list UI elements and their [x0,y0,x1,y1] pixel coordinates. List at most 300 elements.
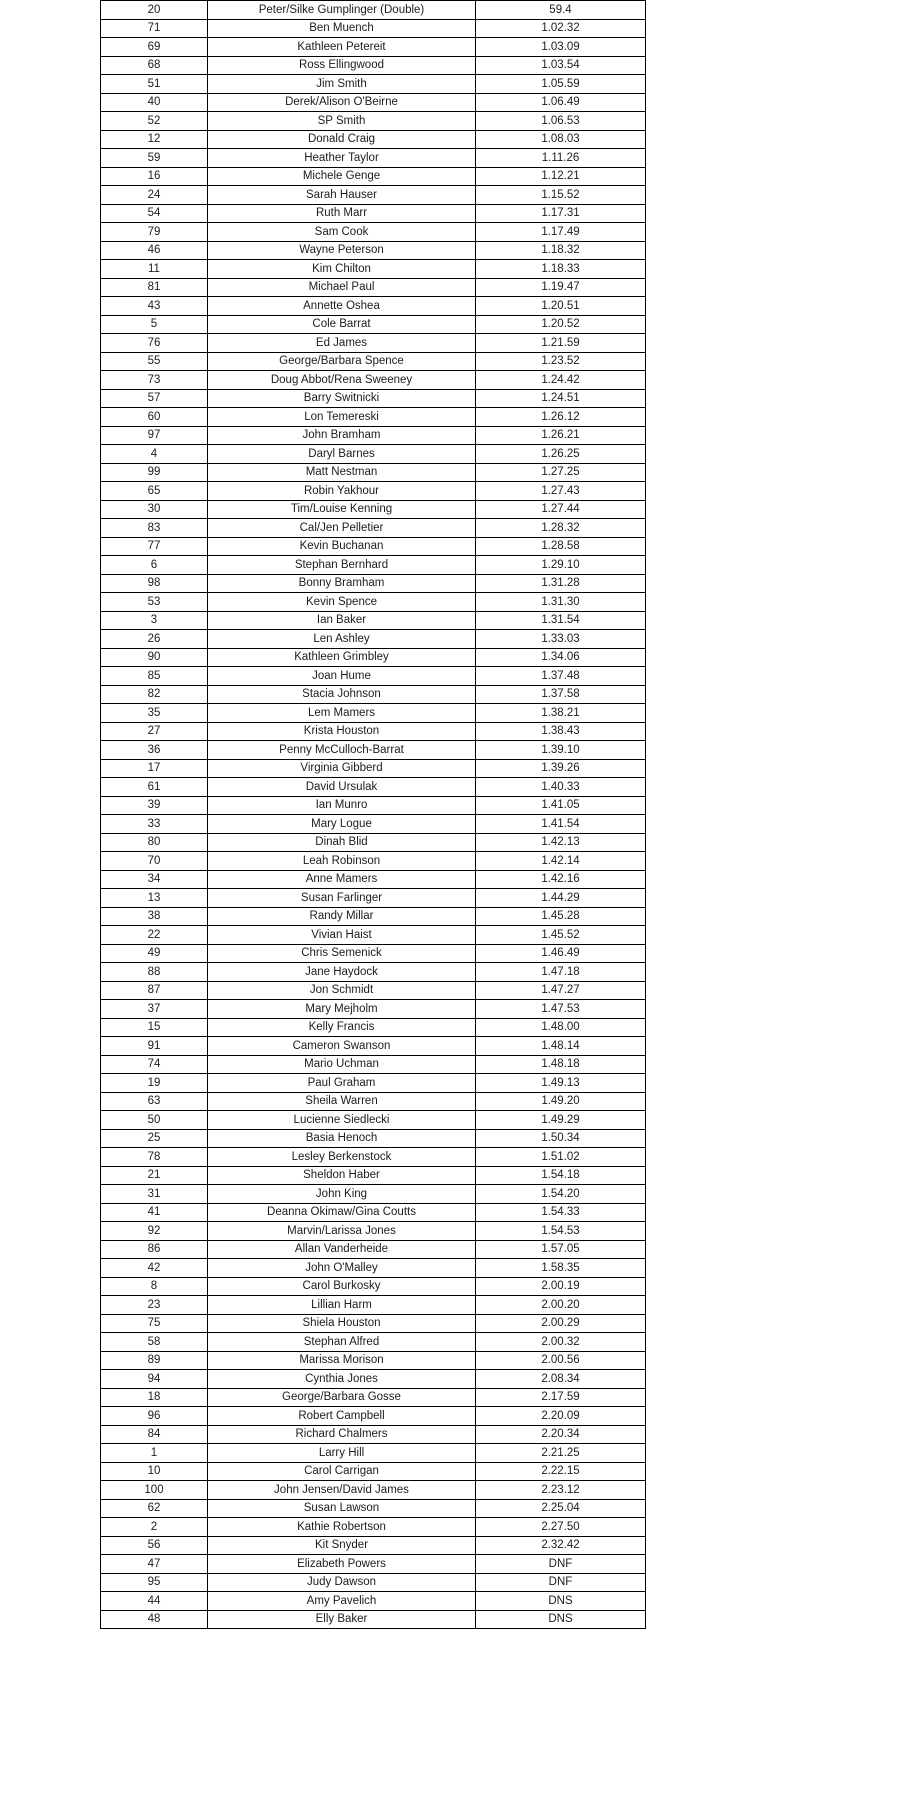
cell-time: 1.24.42 [476,371,646,390]
cell-bib: 94 [101,1370,208,1389]
cell-name: Penny McCulloch-Barrat [208,741,476,760]
table-row [101,1314,646,1333]
cell-bib: 60 [101,408,208,427]
results-table-body [101,1,646,1629]
table-row [101,1055,646,1074]
cell-bib: 24 [101,186,208,205]
cell-bib: 11 [101,260,208,279]
cell-time: 1.06.53 [476,112,646,131]
table-row [101,685,646,704]
table-row [101,1074,646,1093]
cell-bib: 51 [101,75,208,94]
cell-time: 1.26.25 [476,445,646,464]
table-row [101,1277,646,1296]
cell-name: Stacia Johnson [208,685,476,704]
cell-name: Krista Houston [208,722,476,741]
cell-time: 1.54.18 [476,1166,646,1185]
table-row [101,593,646,612]
cell-bib: 89 [101,1351,208,1370]
cell-name: Carol Carrigan [208,1462,476,1481]
cell-name: John King [208,1185,476,1204]
cell-time: 1.42.13 [476,833,646,852]
table-row [101,1573,646,1592]
table-row [101,371,646,390]
cell-time: 59.4 [476,1,646,20]
cell-bib: 82 [101,685,208,704]
cell-bib: 85 [101,667,208,686]
cell-name: Cynthia Jones [208,1370,476,1389]
cell-bib: 33 [101,815,208,834]
cell-name: Carol Burkosky [208,1277,476,1296]
cell-name: Michael Paul [208,278,476,297]
cell-time: 1.27.25 [476,463,646,482]
cell-time: 1.41.54 [476,815,646,834]
cell-bib: 63 [101,1092,208,1111]
table-row [101,1129,646,1148]
cell-time: 1.33.03 [476,630,646,649]
cell-name: Paul Graham [208,1074,476,1093]
cell-name: John Bramham [208,426,476,445]
table-row [101,167,646,186]
cell-name: Cal/Jen Pelletier [208,519,476,538]
cell-time: 1.27.43 [476,482,646,501]
table-row [101,186,646,205]
cell-bib: 62 [101,1499,208,1518]
cell-name: Mario Uchman [208,1055,476,1074]
table-row [101,1296,646,1315]
cell-name: Susan Farlinger [208,889,476,908]
table-row [101,519,646,538]
cell-name: Lon Temereski [208,408,476,427]
cell-time: 1.48.18 [476,1055,646,1074]
cell-time: 1.45.28 [476,907,646,926]
cell-time: 1.23.52 [476,352,646,371]
cell-time: 1.37.48 [476,667,646,686]
cell-bib: 34 [101,870,208,889]
cell-name: Stephan Alfred [208,1333,476,1352]
cell-time: DNF [476,1555,646,1574]
cell-name: Sheldon Haber [208,1166,476,1185]
cell-bib: 61 [101,778,208,797]
cell-time: 1.02.32 [476,19,646,38]
table-row [101,722,646,741]
cell-bib: 83 [101,519,208,538]
cell-time: 2.08.34 [476,1370,646,1389]
cell-name: Virginia Gibberd [208,759,476,778]
cell-time: 1.58.35 [476,1259,646,1278]
table-row [101,1481,646,1500]
cell-time: 2.27.50 [476,1518,646,1537]
table-row [101,963,646,982]
table-row [101,500,646,519]
table-row [101,1555,646,1574]
cell-bib: 18 [101,1388,208,1407]
cell-bib: 52 [101,112,208,131]
table-row [101,463,646,482]
cell-time: 1.54.53 [476,1222,646,1241]
cell-time: 2.23.12 [476,1481,646,1500]
cell-time: 2.00.20 [476,1296,646,1315]
cell-bib: 1 [101,1444,208,1463]
cell-time: 1.26.12 [476,408,646,427]
cell-bib: 73 [101,371,208,390]
cell-bib: 41 [101,1203,208,1222]
cell-bib: 10 [101,1462,208,1481]
cell-name: Jane Haydock [208,963,476,982]
cell-bib: 79 [101,223,208,242]
cell-time: 1.41.05 [476,796,646,815]
cell-bib: 57 [101,389,208,408]
table-row [101,741,646,760]
cell-bib: 3 [101,611,208,630]
cell-time: 1.49.20 [476,1092,646,1111]
cell-name: Tim/Louise Kenning [208,500,476,519]
cell-bib: 22 [101,926,208,945]
cell-bib: 8 [101,1277,208,1296]
cell-time: 1.46.49 [476,944,646,963]
cell-bib: 39 [101,796,208,815]
cell-time: 1.38.21 [476,704,646,723]
cell-bib: 47 [101,1555,208,1574]
cell-bib: 4 [101,445,208,464]
cell-time: 1.05.59 [476,75,646,94]
cell-time: DNS [476,1592,646,1611]
cell-time: 1.51.02 [476,1148,646,1167]
cell-time: 1.39.26 [476,759,646,778]
cell-time: 1.48.00 [476,1018,646,1037]
cell-time: 2.00.32 [476,1333,646,1352]
table-row [101,926,646,945]
cell-time: DNF [476,1573,646,1592]
cell-time: 1.17.49 [476,223,646,242]
cell-time: 1.44.29 [476,889,646,908]
cell-time: 1.47.27 [476,981,646,1000]
table-row [101,796,646,815]
cell-time: 1.03.09 [476,38,646,57]
cell-time: 1.31.30 [476,593,646,612]
cell-name: Donald Craig [208,130,476,149]
table-row [101,1370,646,1389]
table-row [101,408,646,427]
cell-name: Bonny Bramham [208,574,476,593]
cell-bib: 68 [101,56,208,75]
cell-bib: 36 [101,741,208,760]
table-row [101,1240,646,1259]
table-row [101,1333,646,1352]
table-row [101,204,646,223]
table-row [101,482,646,501]
table-row [101,1000,646,1019]
cell-name: Vivian Haist [208,926,476,945]
cell-bib: 42 [101,1259,208,1278]
cell-name: Mary Mejholm [208,1000,476,1019]
cell-time: 1.21.59 [476,334,646,353]
cell-name: Leah Robinson [208,852,476,871]
cell-time: 2.32.42 [476,1536,646,1555]
cell-name: Lesley Berkenstock [208,1148,476,1167]
cell-time: 1.47.18 [476,963,646,982]
table-row [101,1166,646,1185]
cell-name: Michele Genge [208,167,476,186]
cell-name: Allan Vanderheide [208,1240,476,1259]
cell-time: 1.42.16 [476,870,646,889]
table-row [101,352,646,371]
cell-time: 1.54.33 [476,1203,646,1222]
cell-name: Matt Nestman [208,463,476,482]
cell-name: Marissa Morison [208,1351,476,1370]
cell-bib: 21 [101,1166,208,1185]
cell-time: 1.49.13 [476,1074,646,1093]
table-row [101,1259,646,1278]
table-row [101,1444,646,1463]
cell-bib: 40 [101,93,208,112]
table-row [101,815,646,834]
cell-bib: 96 [101,1407,208,1426]
cell-bib: 13 [101,889,208,908]
cell-time: 1.39.10 [476,741,646,760]
table-row [101,1037,646,1056]
cell-name: Cameron Swanson [208,1037,476,1056]
cell-bib: 71 [101,19,208,38]
cell-name: Ruth Marr [208,204,476,223]
cell-bib: 54 [101,204,208,223]
cell-name: Stephan Bernhard [208,556,476,575]
cell-time: 1.06.49 [476,93,646,112]
cell-name: Kathleen Grimbley [208,648,476,667]
cell-bib: 58 [101,1333,208,1352]
cell-bib: 6 [101,556,208,575]
cell-name: Kim Chilton [208,260,476,279]
table-row [101,426,646,445]
cell-bib: 17 [101,759,208,778]
table-row [101,1407,646,1426]
cell-name: Kelly Francis [208,1018,476,1037]
cell-bib: 2 [101,1518,208,1537]
cell-name: Mary Logue [208,815,476,834]
table-row [101,870,646,889]
cell-time: 2.20.09 [476,1407,646,1426]
cell-bib: 86 [101,1240,208,1259]
cell-time: 1.17.31 [476,204,646,223]
cell-time: 1.18.33 [476,260,646,279]
cell-time: 1.34.06 [476,648,646,667]
cell-name: Anne Mamers [208,870,476,889]
cell-time: 1.08.03 [476,130,646,149]
cell-name: Cole Barrat [208,315,476,334]
table-row [101,278,646,297]
table-row [101,667,646,686]
results-sheet [100,0,645,1629]
table-row [101,852,646,871]
cell-name: Amy Pavelich [208,1592,476,1611]
cell-bib: 88 [101,963,208,982]
cell-bib: 69 [101,38,208,57]
cell-name: Sheila Warren [208,1092,476,1111]
table-row [101,1592,646,1611]
table-row [101,19,646,38]
cell-bib: 65 [101,482,208,501]
cell-name: Ian Baker [208,611,476,630]
cell-time: 1.42.14 [476,852,646,871]
cell-bib: 19 [101,1074,208,1093]
cell-bib: 78 [101,1148,208,1167]
cell-bib: 46 [101,241,208,260]
cell-bib: 90 [101,648,208,667]
table-row [101,38,646,57]
table-row [101,223,646,242]
cell-name: Barry Switnicki [208,389,476,408]
table-row [101,334,646,353]
cell-name: George/Barbara Spence [208,352,476,371]
cell-bib: 99 [101,463,208,482]
cell-time: 1.49.29 [476,1111,646,1130]
cell-name: Kevin Buchanan [208,537,476,556]
cell-time: 1.45.52 [476,926,646,945]
cell-bib: 20 [101,1,208,20]
cell-name: Susan Lawson [208,1499,476,1518]
cell-time: 1.31.54 [476,611,646,630]
cell-bib: 75 [101,1314,208,1333]
cell-name: David Ursulak [208,778,476,797]
cell-time: 1.19.47 [476,278,646,297]
cell-name: Daryl Barnes [208,445,476,464]
table-row [101,75,646,94]
table-row [101,1185,646,1204]
cell-time: 2.00.29 [476,1314,646,1333]
cell-time: 1.38.43 [476,722,646,741]
cell-name: Elly Baker [208,1610,476,1629]
cell-bib: 97 [101,426,208,445]
cell-name: Jon Schmidt [208,981,476,1000]
cell-time: 1.29.10 [476,556,646,575]
cell-name: Elizabeth Powers [208,1555,476,1574]
table-row [101,1499,646,1518]
cell-name: Robert Campbell [208,1407,476,1426]
cell-name: Lucienne Siedlecki [208,1111,476,1130]
cell-bib: 81 [101,278,208,297]
table-row [101,1111,646,1130]
cell-name: Ed James [208,334,476,353]
cell-name: Heather Taylor [208,149,476,168]
cell-time: 1.20.52 [476,315,646,334]
cell-time: 1.48.14 [476,1037,646,1056]
cell-name: Jim Smith [208,75,476,94]
cell-name: Randy Millar [208,907,476,926]
cell-name: Peter/Silke Gumplinger (Double) [208,1,476,20]
cell-time: DNS [476,1610,646,1629]
cell-time: 1.28.58 [476,537,646,556]
table-row [101,445,646,464]
cell-bib: 38 [101,907,208,926]
cell-time: 2.22.15 [476,1462,646,1481]
table-row [101,260,646,279]
cell-time: 1.26.21 [476,426,646,445]
cell-name: Doug Abbot/Rena Sweeney [208,371,476,390]
cell-bib: 44 [101,1592,208,1611]
table-row [101,241,646,260]
cell-time: 1.50.34 [476,1129,646,1148]
table-row [101,1462,646,1481]
cell-name: Lem Mamers [208,704,476,723]
table-row [101,944,646,963]
cell-time: 2.20.34 [476,1425,646,1444]
table-row [101,630,646,649]
cell-bib: 77 [101,537,208,556]
cell-bib: 37 [101,1000,208,1019]
cell-bib: 100 [101,1481,208,1500]
cell-name: Kit Snyder [208,1536,476,1555]
cell-bib: 76 [101,334,208,353]
cell-bib: 27 [101,722,208,741]
cell-bib: 15 [101,1018,208,1037]
cell-name: John O'Malley [208,1259,476,1278]
cell-name: Kevin Spence [208,593,476,612]
cell-time: 2.00.19 [476,1277,646,1296]
race-results-table [100,0,646,1629]
cell-time: 2.21.25 [476,1444,646,1463]
cell-name: Dinah Blid [208,833,476,852]
cell-bib: 30 [101,500,208,519]
cell-time: 1.24.51 [476,389,646,408]
cell-bib: 84 [101,1425,208,1444]
cell-bib: 26 [101,630,208,649]
table-row [101,1203,646,1222]
cell-bib: 5 [101,315,208,334]
table-row [101,611,646,630]
cell-name: Kathie Robertson [208,1518,476,1537]
table-row [101,1388,646,1407]
cell-bib: 25 [101,1129,208,1148]
table-row [101,833,646,852]
cell-name: John Jensen/David James [208,1481,476,1500]
cell-name: Joan Hume [208,667,476,686]
cell-bib: 50 [101,1111,208,1130]
cell-name: Kathleen Petereit [208,38,476,57]
cell-bib: 91 [101,1037,208,1056]
cell-name: Deanna Okimaw/Gina Coutts [208,1203,476,1222]
cell-bib: 43 [101,297,208,316]
cell-bib: 80 [101,833,208,852]
cell-bib: 16 [101,167,208,186]
cell-time: 1.31.28 [476,574,646,593]
table-row [101,1018,646,1037]
table-row [101,112,646,131]
cell-name: Marvin/Larissa Jones [208,1222,476,1241]
cell-name: Ross Ellingwood [208,56,476,75]
table-row [101,389,646,408]
cell-name: Judy Dawson [208,1573,476,1592]
table-row [101,1425,646,1444]
cell-time: 2.00.56 [476,1351,646,1370]
cell-time: 1.37.58 [476,685,646,704]
cell-bib: 23 [101,1296,208,1315]
cell-name: Basia Henoch [208,1129,476,1148]
cell-bib: 12 [101,130,208,149]
cell-time: 1.27.44 [476,500,646,519]
cell-name: Lillian Harm [208,1296,476,1315]
table-row [101,1092,646,1111]
cell-bib: 56 [101,1536,208,1555]
cell-time: 1.40.33 [476,778,646,797]
table-row [101,93,646,112]
table-row [101,1222,646,1241]
cell-bib: 31 [101,1185,208,1204]
cell-bib: 70 [101,852,208,871]
cell-bib: 59 [101,149,208,168]
cell-name: Sam Cook [208,223,476,242]
cell-name: Ian Munro [208,796,476,815]
cell-time: 2.17.59 [476,1388,646,1407]
